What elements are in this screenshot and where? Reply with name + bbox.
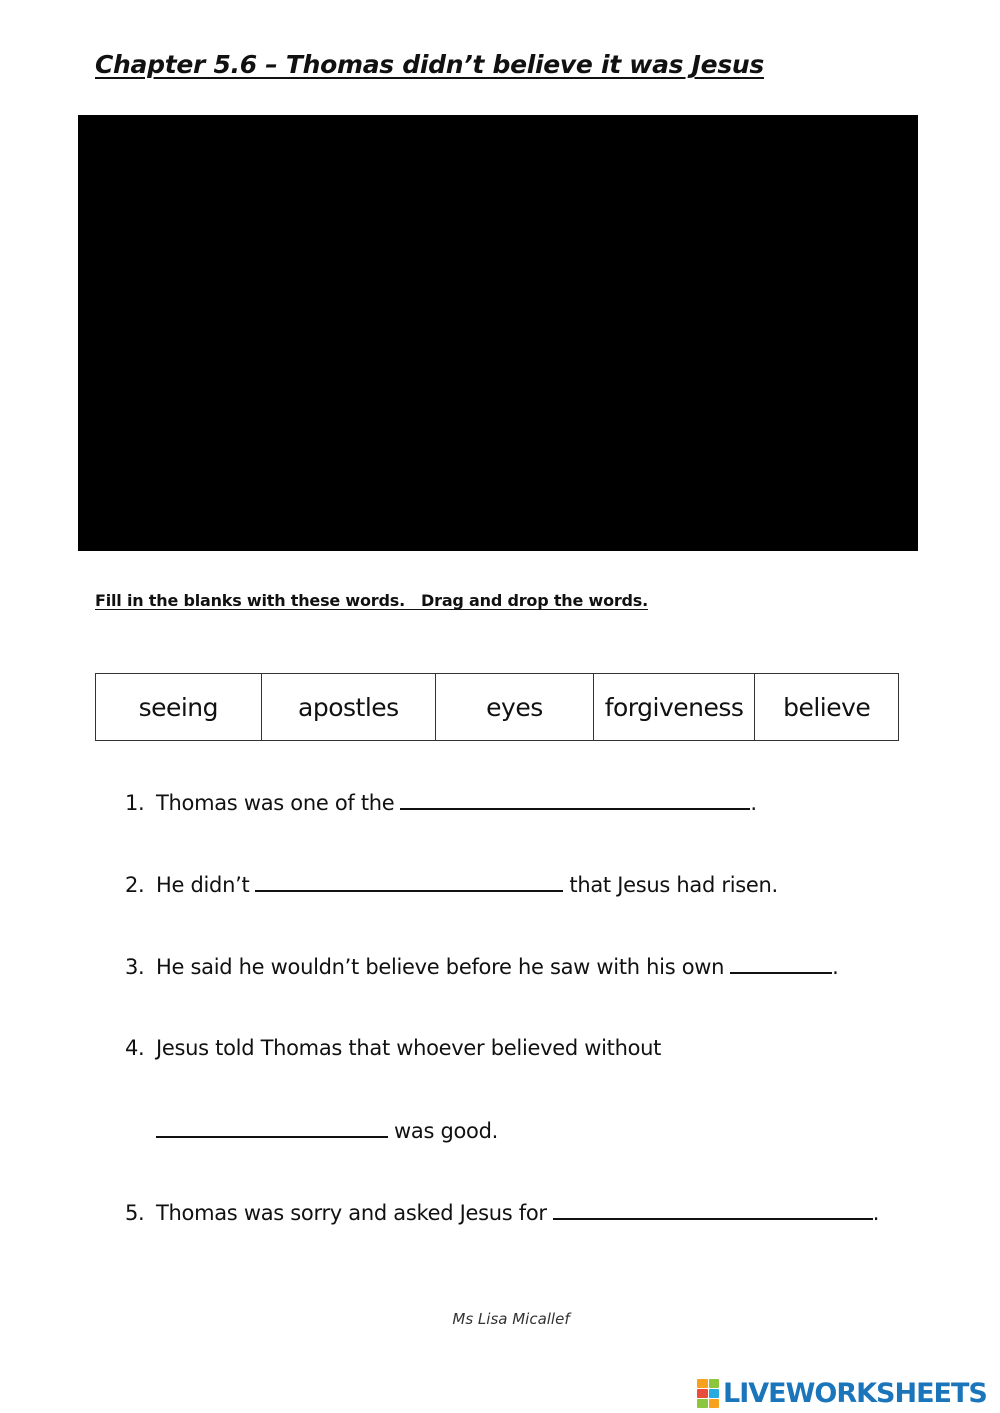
question-2: [125, 872, 778, 897]
author-credit: Ms Lisa Micallef: [452, 1310, 570, 1328]
question-text: Jesus told Thomas that whoever believed without: [156, 1036, 662, 1060]
video-player[interactable]: [78, 115, 918, 551]
drop-blank-1[interactable]: [400, 790, 750, 810]
question-4-continued: [156, 1118, 498, 1143]
question-text-end: was good.: [394, 1119, 498, 1143]
draggable-word-forgiveness[interactable]: forgiveness: [594, 674, 756, 740]
drop-blank-4[interactable]: [156, 1118, 388, 1138]
question-number: 1.: [125, 791, 145, 815]
question-number: 4.: [125, 1036, 145, 1060]
question-number: 5.: [125, 1201, 145, 1225]
draggable-word-believe[interactable]: believe: [783, 692, 871, 722]
drop-blank-2[interactable]: [255, 872, 563, 892]
question-text: Thomas was sorry and asked Jesus for: [156, 1201, 547, 1225]
draggable-word-seeing[interactable]: seeing: [96, 674, 262, 740]
liveworksheets-wordmark: LIVEWORKSHEETS: [723, 1378, 987, 1409]
draggable-word-apostles[interactable]: apostles: [262, 674, 437, 740]
question-text-end: .: [872, 1201, 880, 1225]
instructions: Fill in the blanks with these words. Drag and drop the words.: [95, 591, 649, 610]
question-text-end: that Jesus had risen.: [569, 873, 778, 897]
question-number: 2.: [125, 873, 145, 897]
liveworksheets-logo[interactable]: [697, 1378, 987, 1409]
liveworksheets-mark-icon: [697, 1379, 719, 1409]
question-text-end: .: [750, 791, 757, 815]
question-3: [125, 954, 839, 979]
question-text: He said he wouldn’t believe before he saw with his own: [156, 955, 725, 979]
draggable-word-eyes[interactable]: eyes: [436, 674, 594, 740]
drop-blank-5[interactable]: [553, 1200, 873, 1220]
drop-blank-3[interactable]: [730, 954, 832, 974]
word-bank: [95, 673, 899, 741]
question-4: [125, 1036, 661, 1060]
question-text: Thomas was one of the: [156, 791, 395, 815]
question-1: [125, 790, 757, 815]
question-text-end: .: [832, 955, 839, 979]
question-5: [125, 1200, 879, 1225]
question-text: He didn’t: [156, 873, 250, 897]
question-number: 3.: [125, 955, 145, 979]
page-title: Chapter 5.6 – Thomas didn’t believe it was Jesus: [95, 50, 764, 79]
